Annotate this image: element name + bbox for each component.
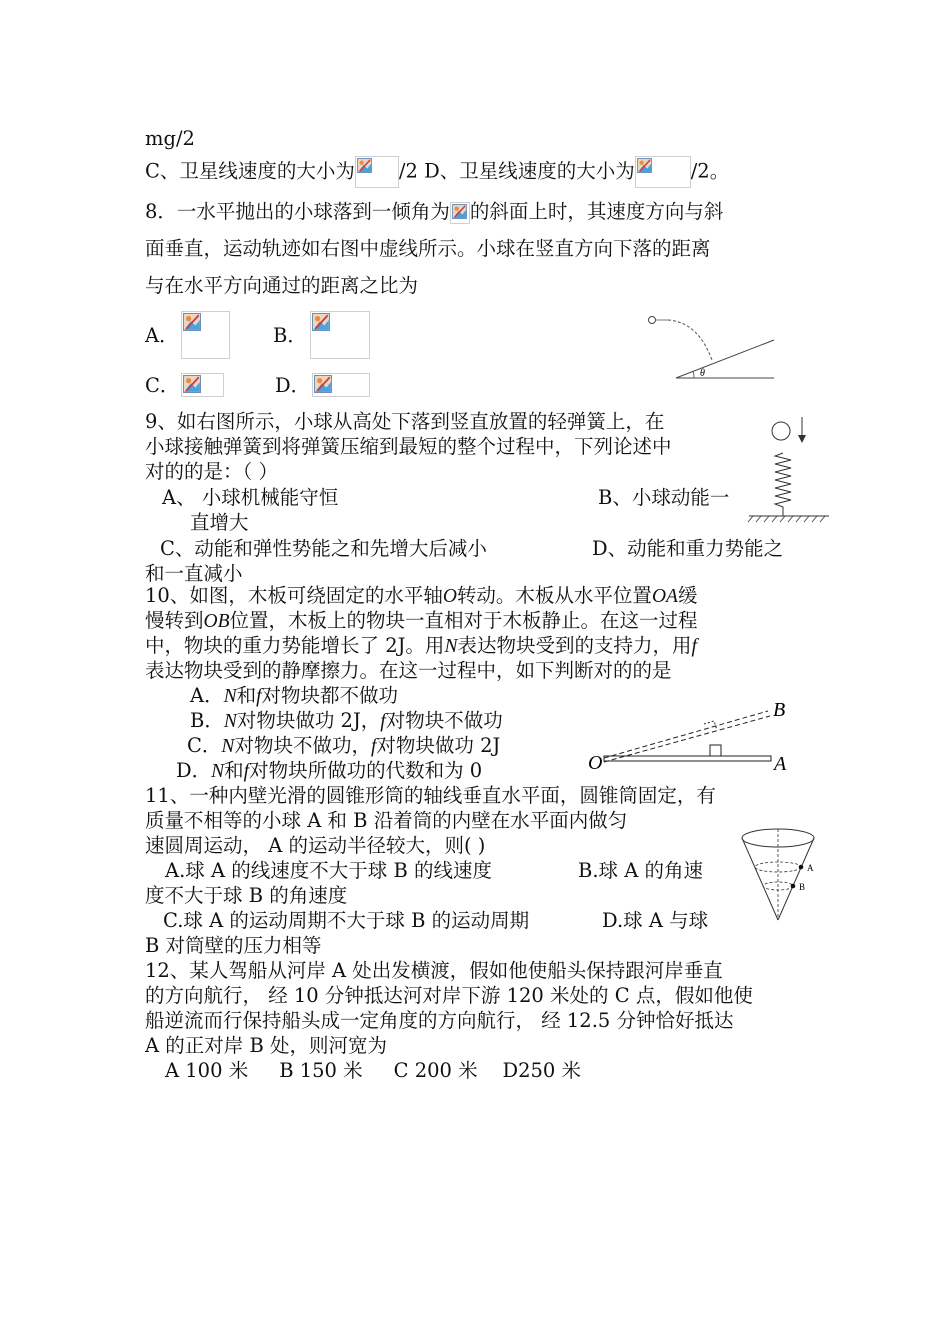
question-11-option-b: B.球 A 的角速: [578, 859, 704, 882]
question-11-line1: 11、一种内壁光滑的圆锥形筒的轴线垂直水平面，圆锥筒固定，有: [145, 784, 716, 807]
option-line-cd: C、卫星线速度的大小为 /2 D、卫星线速度的大小为 /2。: [145, 156, 729, 188]
question-8-option-d: D．: [275, 374, 311, 397]
broken-image-icon: [183, 375, 201, 393]
ball-a-label: A: [807, 863, 814, 873]
formula-image: [181, 311, 230, 359]
trajectory-curve: [668, 320, 712, 360]
question-11-line2: 质量不相等的小球 A 和 B 沿着筒的内壁在水平面内做匀: [145, 809, 628, 832]
question-10-option-d: D．N和f对物块所做功的代数和为 0: [176, 759, 483, 782]
question-9-line1: 9、如右图所示，小球从高处下落到竖直放置的轻弹簧上，在: [145, 410, 665, 433]
question-8-line1: 8．一水平抛出的小球落到一倾角为 的斜面上时，其速度方向与斜: [145, 200, 724, 223]
spring-figure: [745, 413, 833, 525]
question-8-option-b: B．: [273, 324, 307, 347]
question-12-line3: 船逆流而行保持船头成一定角度的方向航行， 经 12.5 分钟恰好抵达: [145, 1009, 734, 1032]
incline-figure: [640, 308, 780, 388]
question-11-option-a: A.球 A 的线速度不大于球 B 的线速度: [165, 859, 492, 882]
question-12-line4: A 的正对岸 B 处，则河宽为: [145, 1034, 388, 1057]
formula-image: [312, 373, 370, 397]
question-11-option-b-cont: 度不大于球 B 的角速度: [145, 884, 348, 907]
question-11-option-d-cont: B 对筒壁的压力相等: [145, 934, 322, 957]
question-8-option-c: C．: [145, 374, 180, 397]
question-8-option-a: A．: [145, 324, 179, 347]
broken-image-icon: [357, 158, 372, 173]
question-10-line3: 中，物块的重力势能增长了 2J。用N表达物块受到的支持力，用f: [145, 634, 697, 657]
ball-a-icon: [799, 865, 804, 870]
formula-image: [355, 156, 399, 188]
question-9-option-b-cont: 直增大: [190, 511, 249, 534]
question-10-option-c: C．N对物块不做功，f对物块做功 2J: [187, 734, 501, 757]
broken-image-icon: [312, 313, 330, 331]
formula-image: [310, 311, 370, 359]
question-11-option-c: C.球 A 的运动周期不大于球 B 的运动周期: [163, 909, 530, 932]
formula-image: [635, 156, 691, 188]
broken-image-icon: [314, 375, 332, 393]
question-11-line3: 速圆周运动， A 的运动半径较大，则( ): [145, 834, 486, 857]
board-figure: [586, 696, 800, 778]
ball-b-label: B: [799, 882, 806, 892]
question-9-line3: 对的的是：（ ）: [145, 460, 278, 483]
ball-icon: [649, 317, 656, 324]
point-o-label: O: [588, 752, 603, 774]
question-11-option-d: D.球 A 与球: [602, 909, 709, 932]
question-10-line2: 慢转到OB位置，木板上的物块一直相对于木板静止。在这一过程: [145, 609, 698, 632]
question-8-line2: 面垂直，运动轨迹如右图中虚线所示。小球在竖直方向下落的距离: [145, 237, 711, 260]
spring-coil: [775, 453, 791, 516]
theta-label: θ: [700, 368, 705, 379]
block-icon: [710, 745, 721, 756]
question-10-option-a: A．N和f对物块都不做功: [190, 684, 399, 707]
question-10-option-b: B．N对物块做功 2J，f对物块不做功: [190, 709, 503, 732]
question-10-line4: 表达物块受到的静摩擦力。在这一过程中，如下判断对的的是: [145, 659, 672, 682]
board-horizontal: [604, 756, 771, 761]
question-9-option-d: D、动能和重力势能之: [592, 537, 784, 560]
question-9-option-b: B、小球动能一: [598, 486, 730, 509]
ball-b-icon: [791, 884, 796, 889]
question-12-line2: 的方向航行， 经 10 分钟抵达河对岸下游 120 米处的 C 点，假如他使: [145, 984, 753, 1007]
question-8-line3: 与在水平方向通过的距离之比为: [145, 274, 419, 297]
board-rotated: [604, 711, 768, 758]
broken-image-icon: [452, 204, 467, 219]
question-9-option-a: A、 小球机械能守恒: [162, 486, 339, 509]
fragment-line: mg/2: [145, 127, 195, 150]
point-a-label: A: [774, 753, 787, 775]
question-12-line1: 12、某人驾船从河岸 A 处出发横渡，假如他使船头保持跟河岸垂直: [145, 959, 723, 982]
question-9-line2: 小球接触弹簧到将弹簧压缩到最短的整个过程中，下列论述中: [145, 435, 672, 458]
question-12-options: A 100 米 B 150 米 C 200 米 D250 米: [165, 1059, 582, 1082]
question-10-line1: 10、如图，木板可绕固定的水平轴O转动。木板从水平位置OA缓: [145, 584, 698, 607]
formula-image: [181, 373, 224, 397]
question-9-option-d-cont: 和一直减小: [145, 562, 243, 585]
incline-surface: [676, 340, 774, 378]
broken-image-icon: [637, 158, 652, 173]
point-b-label: B: [773, 699, 786, 721]
ball-icon: [772, 422, 790, 440]
question-9-option-c: C、动能和弹性势能之和先增大后减小: [160, 537, 487, 560]
formula-image: [450, 202, 470, 224]
cone-figure: [736, 824, 826, 924]
broken-image-icon: [183, 313, 201, 331]
